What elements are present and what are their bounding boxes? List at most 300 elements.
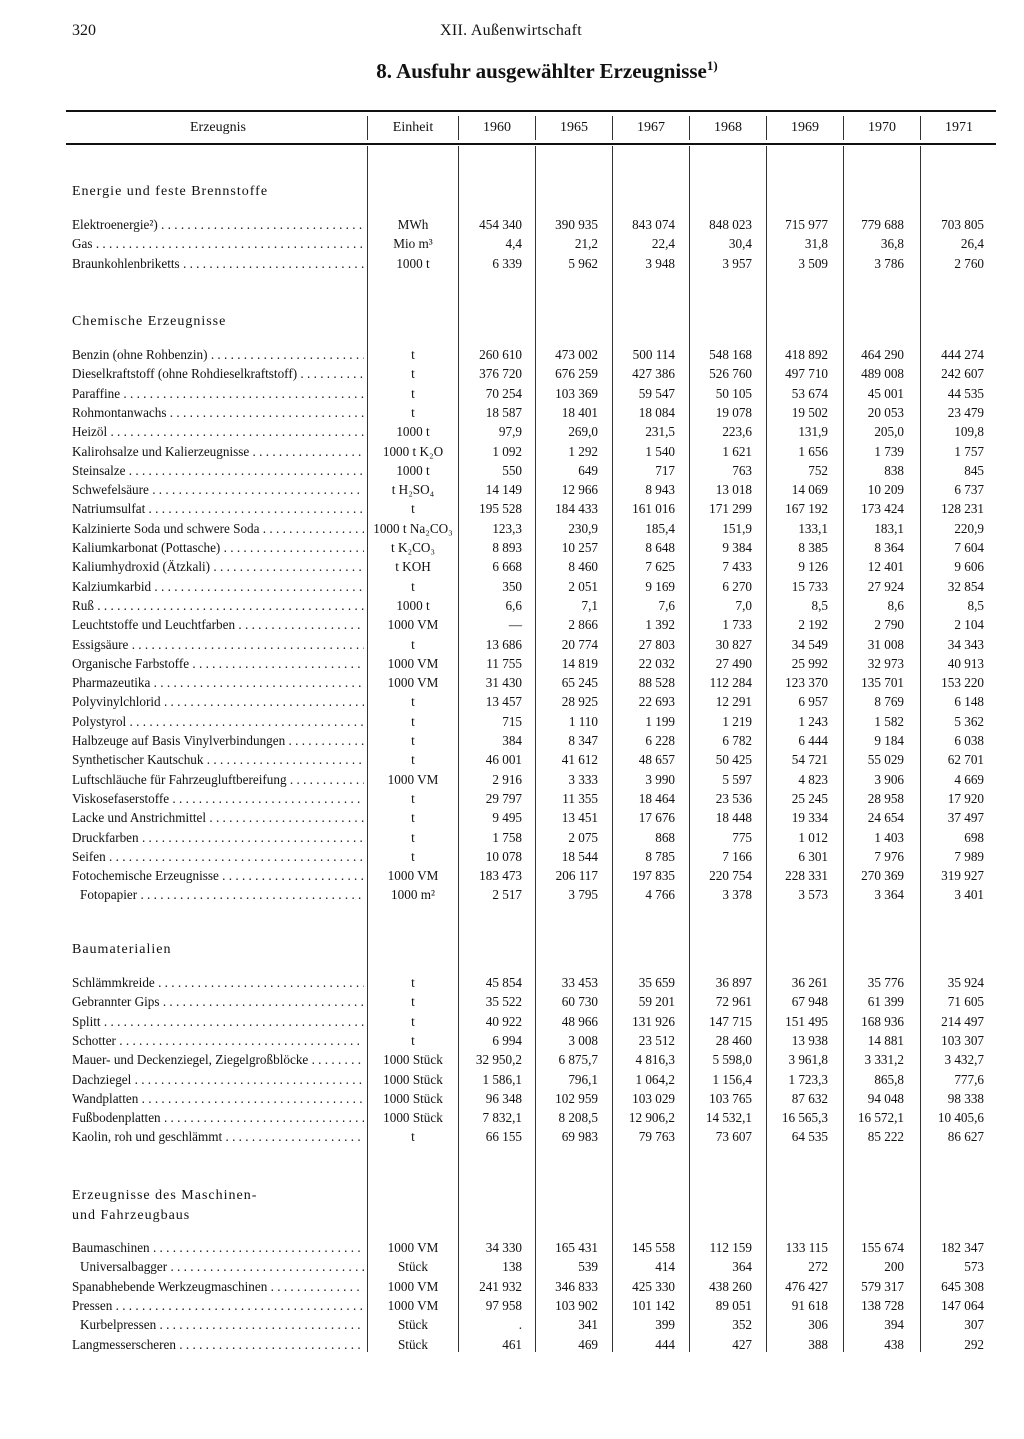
row-value: 489 008 [861, 366, 904, 382]
row-value: 50 425 [715, 752, 752, 768]
row-label: Splitt . . . [72, 1014, 364, 1030]
row-value: 71 605 [947, 994, 984, 1010]
row-label: Synthetischer Kautschuk . . . [72, 752, 364, 768]
table-row [66, 236, 996, 255]
row-value: 123,3 [492, 520, 522, 536]
row-value: 6 148 [954, 694, 984, 710]
row-value: 4 669 [954, 771, 984, 787]
row-value: 14 532,1 [705, 1110, 752, 1126]
header-year: 1968 [714, 120, 742, 135]
header-divider [612, 116, 613, 140]
row-value: 865,8 [874, 1071, 904, 1087]
row-value: 1 064,2 [635, 1071, 675, 1087]
row-label: Spanabhebende Werkzeugmaschinen . . . [72, 1279, 364, 1295]
table-row [66, 733, 996, 752]
row-value: 79 763 [638, 1129, 675, 1145]
table-row [66, 1033, 996, 1052]
row-value: 469 [578, 1336, 598, 1352]
table-row [66, 1259, 996, 1278]
row-value: 438 260 [709, 1278, 752, 1294]
row-value: 346 833 [555, 1278, 598, 1294]
row-value: 220 754 [709, 868, 752, 884]
row-label: Natriumsulfat . . . [72, 501, 364, 517]
row-value: 103 765 [709, 1090, 752, 1106]
row-value: 2 051 [568, 578, 598, 594]
header-divider [535, 116, 536, 140]
page-number: 320 [72, 22, 96, 39]
header-year: 1965 [560, 120, 588, 135]
row-value: 103 307 [941, 1032, 984, 1048]
row-value: 13 938 [791, 1032, 828, 1048]
row-value: 3 401 [954, 887, 984, 903]
row-label: Polyvinylchlorid . . . [72, 694, 364, 710]
row-unit: t [411, 829, 415, 845]
row-value: 131 926 [632, 1013, 675, 1029]
table-title-text: 8. Ausfuhr ausgewählter Erzeugnisse [376, 59, 707, 83]
row-value: 37 497 [947, 810, 984, 826]
row-value: 848 023 [709, 217, 752, 232]
row-value: 87 632 [791, 1090, 828, 1106]
row-value: 19 502 [791, 404, 828, 420]
row-value: 91 618 [791, 1297, 828, 1313]
row-value: 18 464 [638, 790, 675, 806]
row-value: 30 827 [715, 636, 752, 652]
row-value: 123 370 [785, 675, 828, 691]
row-value: 19 334 [791, 810, 828, 826]
row-value: 138 728 [861, 1297, 904, 1313]
header-year: 1967 [637, 120, 665, 135]
row-value: 497 710 [785, 366, 828, 382]
row-value: 10 257 [561, 540, 598, 555]
row-value: 112 284 [709, 675, 752, 691]
row-value: 6 228 [645, 733, 675, 748]
row-value: 3 957 [722, 255, 752, 271]
row-value: 112 159 [709, 1240, 752, 1255]
row-unit: t [411, 636, 415, 652]
row-value: 195 528 [479, 501, 522, 517]
row-label: Kurbelpressen . . . [80, 1317, 364, 1333]
table-row [66, 386, 996, 405]
row-unit: 1000 Stück [383, 1052, 443, 1068]
row-value: 384 [502, 733, 522, 748]
row-value: 23 536 [715, 790, 752, 806]
row-unit: 1000 VM [387, 1278, 439, 1294]
row-label: Pressen . . . [72, 1298, 364, 1314]
top-rule [66, 110, 996, 112]
row-value: 135 701 [861, 675, 904, 691]
row-label: Fußbodenplatten . . . [72, 1110, 364, 1126]
row-value: 12 966 [561, 482, 598, 498]
row-unit: t [411, 501, 415, 517]
row-value: 775 [732, 829, 752, 845]
row-unit: t [411, 404, 415, 420]
table-row [66, 1298, 996, 1317]
row-unit: 1000 Stück [383, 1110, 443, 1126]
row-value: 22,4 [651, 236, 675, 252]
row-value: 7 976 [874, 848, 904, 864]
row-value: 9 384 [722, 540, 752, 555]
row-value: 69 983 [561, 1129, 598, 1145]
row-value: 3 906 [874, 771, 904, 787]
row-label: Fotochemische Erzeugnisse . . . [72, 868, 364, 884]
row-value: 272 [808, 1259, 828, 1275]
row-value: 161 016 [632, 501, 675, 517]
row-value: 7 989 [954, 848, 984, 864]
table-row [66, 637, 996, 656]
section-title: Erzeugnisse des Maschinen- und Fahrzeugbaus [72, 1188, 258, 1223]
row-unit: t [411, 347, 415, 362]
row-value: 12 401 [867, 559, 904, 575]
row-value: 9 126 [798, 559, 828, 575]
row-unit: t [411, 366, 415, 382]
row-value: 32 854 [947, 578, 984, 594]
row-value: 8 648 [645, 540, 675, 555]
row-value: 184 433 [555, 501, 598, 517]
row-label: Kalirohsalze und Kalierzeugnisse . . . [72, 444, 364, 460]
row-value: 5 598,0 [712, 1052, 752, 1068]
row-value: 22 032 [638, 655, 675, 671]
row-value: 28 958 [867, 790, 904, 806]
row-value: 62 701 [947, 752, 984, 768]
row-value: 418 892 [785, 347, 828, 362]
row-value: 796,1 [568, 1071, 598, 1087]
row-value: 138 [502, 1259, 522, 1275]
row-value: 8 364 [874, 540, 904, 555]
row-value: — [508, 617, 522, 633]
row-value: 40 913 [947, 655, 984, 671]
row-unit: 1000 m² [391, 887, 435, 903]
table-row [66, 366, 996, 385]
row-value: 7 625 [645, 559, 675, 575]
row-label: Polystyrol . . . [72, 714, 364, 730]
row-value: 8 785 [645, 848, 675, 864]
row-label: Elektroenergie²) . . . [72, 217, 364, 233]
row-value: 6 301 [798, 848, 828, 864]
row-label: Kaliumkarbonat (Pottasche) . . . [72, 540, 364, 556]
table-row [66, 217, 996, 236]
row-value: 388 [808, 1336, 828, 1352]
row-value: 573 [964, 1259, 984, 1275]
row-label: Essigsäure . . . [72, 637, 364, 653]
row-value: 715 977 [785, 217, 828, 232]
row-value: 12 291 [715, 694, 752, 710]
row-unit: t [411, 713, 415, 729]
row-value: 1 199 [645, 713, 675, 729]
table-row [66, 694, 996, 713]
row-value: 13 018 [715, 482, 752, 498]
row-value: 8 769 [874, 694, 904, 710]
row-unit: Mio m³ [393, 236, 433, 252]
row-value: 197 835 [632, 868, 675, 884]
row-value: 24 654 [867, 810, 904, 826]
row-label: Dieselkraftstoff (ohne Rohdieselkraftstoff) . . . [72, 366, 364, 382]
row-value: 153 220 [941, 675, 984, 691]
table-row [66, 1110, 996, 1129]
row-value: 18 084 [638, 404, 675, 420]
row-value: 269,0 [568, 424, 598, 440]
row-value: 1 757 [954, 443, 984, 459]
row-value: 6 994 [492, 1032, 522, 1048]
row-value: 6 668 [492, 559, 522, 575]
row-value: 85 222 [867, 1129, 904, 1145]
row-value: 550 [502, 462, 522, 478]
row-value: 461 [502, 1336, 522, 1352]
row-unit: 1000 t Na₂CO₃ [373, 520, 453, 536]
row-value: 17 920 [947, 790, 984, 806]
table-row [66, 482, 996, 501]
table-row [66, 1014, 996, 1033]
row-label: Schlämmkreide . . . [72, 975, 364, 991]
row-unit: 1000 t [396, 597, 430, 613]
row-value: 13 451 [561, 810, 598, 826]
row-value: 9 495 [492, 810, 522, 826]
row-label: Lacke und Anstrichmittel . . . [72, 810, 364, 826]
header-year: 1971 [945, 120, 973, 135]
row-unit: t [411, 1013, 415, 1029]
row-label: Schotter . . . [72, 1033, 364, 1049]
row-value: 40 922 [485, 1013, 522, 1029]
row-value: 21,2 [574, 236, 598, 252]
row-value: 88 528 [638, 675, 675, 691]
row-value: 171 299 [709, 501, 752, 517]
row-value: 698 [964, 829, 984, 845]
row-value: 155 674 [861, 1240, 904, 1255]
row-label: Luftschläuche für Fahrzeugluftbereifung . . . [72, 772, 364, 788]
row-value: 31 008 [867, 636, 904, 652]
row-value: 26,4 [960, 236, 984, 252]
header-year: 1970 [868, 120, 896, 135]
row-value: 2 192 [798, 617, 828, 633]
row-value: 8,5 [811, 597, 828, 613]
table-row [66, 887, 996, 906]
row-label: Kaliumhydroxid (Ätzkali) . . . [72, 559, 364, 575]
table-title [0, 58, 1024, 84]
table-row [66, 791, 996, 810]
row-value: 2 104 [954, 617, 984, 633]
row-unit: 1000 VM [387, 675, 439, 691]
row-value: 454 340 [479, 217, 522, 232]
table-row [66, 617, 996, 636]
row-value: 45 854 [485, 975, 522, 990]
header-divider [689, 116, 690, 140]
row-value: 32 950,2 [475, 1052, 522, 1068]
row-value: 3 990 [645, 771, 675, 787]
row-value: 3 432,7 [944, 1052, 984, 1068]
row-value: 715 [502, 713, 522, 729]
row-value: 183 473 [479, 868, 522, 884]
row-label: Halbzeuge auf Basis Vinylverbindungen . . . [72, 733, 364, 749]
row-value: 168 936 [861, 1013, 904, 1029]
row-value: 6 957 [798, 694, 828, 710]
row-label: Kalzinierte Soda und schwere Soda . . . [72, 521, 364, 537]
row-value: 20 053 [867, 404, 904, 420]
row-value: 31,8 [804, 236, 828, 252]
row-label: Paraffine . . . [72, 386, 364, 402]
row-value: 151,9 [722, 520, 752, 536]
row-value: 29 797 [485, 790, 522, 806]
row-value: 97,9 [498, 424, 522, 440]
row-value: 8 893 [492, 540, 522, 555]
row-value: 3 795 [568, 887, 598, 903]
row-value: 133,1 [798, 520, 828, 536]
row-value: 33 453 [561, 975, 598, 990]
row-label: Dachziegel . . . [72, 1072, 364, 1088]
row-value: 3 573 [798, 887, 828, 903]
row-unit: Stück [397, 1317, 429, 1333]
row-value: 133 115 [785, 1240, 828, 1255]
row-value: 205,0 [874, 424, 904, 440]
row-value: 7,1 [581, 597, 598, 613]
row-value: 703 805 [941, 217, 984, 232]
row-value: 3 948 [645, 255, 675, 271]
row-label: Mauer- und Deckenziegel, Ziegelgroßblöcke . . . [72, 1052, 364, 1068]
row-value: 763 [732, 462, 752, 478]
row-value: 717 [655, 462, 675, 478]
row-value: 8 208,5 [558, 1110, 598, 1126]
row-value: 131,9 [798, 424, 828, 440]
row-value: 1 540 [645, 443, 675, 459]
row-value: 8 943 [645, 482, 675, 498]
row-label: Fotopapier . . . [80, 887, 364, 903]
row-value: 9 184 [874, 733, 904, 748]
row-unit: 1000 t K₂O [382, 443, 444, 459]
row-value: 55 029 [867, 752, 904, 768]
row-value: 10 405,6 [937, 1110, 984, 1126]
row-value: 223,6 [722, 424, 752, 440]
row-value: 4 823 [798, 771, 828, 787]
header-einheit: Einheit [392, 120, 434, 135]
row-value: 18 544 [561, 848, 598, 864]
table-row [66, 810, 996, 829]
row-value: 3 364 [874, 887, 904, 903]
row-value: 46 001 [485, 752, 522, 768]
row-value: 10 209 [867, 482, 904, 498]
row-value: 165 431 [555, 1240, 598, 1255]
table-row [66, 347, 996, 366]
row-value: 7 604 [954, 540, 984, 555]
row-value: 98 338 [947, 1090, 984, 1106]
row-label: Organische Farbstoffe . . . [72, 656, 364, 672]
row-value: 548 168 [709, 347, 752, 362]
row-value: 45 001 [867, 385, 904, 401]
row-value: 1 733 [722, 617, 752, 633]
header-year: 1969 [791, 120, 819, 135]
header-divider [766, 116, 767, 140]
row-value: 1 092 [492, 443, 522, 459]
row-value: 183,1 [874, 520, 904, 536]
row-value: 231,5 [645, 424, 675, 440]
row-value: 539 [578, 1259, 598, 1275]
row-value: 4 816,3 [635, 1052, 675, 1068]
row-value: 1 723,3 [788, 1071, 828, 1087]
header-divider [458, 116, 459, 140]
header-year: 1960 [483, 120, 511, 135]
table-row [66, 405, 996, 424]
row-value: 15 733 [791, 578, 828, 594]
row-value: 50 105 [715, 385, 752, 401]
row-value: 1 219 [722, 713, 752, 729]
row-unit: 1000 VM [387, 617, 439, 633]
row-value: . [518, 1317, 522, 1333]
row-value: 48 657 [638, 752, 675, 768]
row-value: 394 [884, 1317, 904, 1333]
row-value: 2 760 [954, 255, 984, 271]
row-value: 23 479 [947, 404, 984, 420]
row-unit: t [411, 994, 415, 1010]
row-value: 270 369 [861, 868, 904, 884]
row-value: 11 755 [486, 655, 522, 671]
row-value: 109,8 [954, 424, 984, 440]
row-value: 3 509 [798, 255, 828, 271]
row-value: 214 497 [941, 1013, 984, 1029]
row-value: 35 776 [867, 975, 904, 990]
row-value: 59 201 [638, 994, 675, 1010]
row-value: 206 117 [555, 868, 598, 884]
row-value: 28 925 [561, 694, 598, 710]
row-unit: 1000 t [396, 462, 430, 478]
row-value: 838 [884, 462, 904, 478]
row-value: 14 149 [485, 482, 522, 498]
row-value: 444 274 [941, 347, 984, 362]
row-value: 1 403 [874, 829, 904, 845]
section-title: Baumaterialien [72, 942, 172, 957]
table-row [66, 501, 996, 520]
row-value: 35 924 [947, 975, 984, 990]
table-row [66, 1072, 996, 1091]
row-value: 12 906,2 [628, 1110, 675, 1126]
row-value: 438 [884, 1336, 904, 1352]
row-value: 36,8 [880, 236, 904, 252]
row-label: Langmesserscheren . . . [72, 1337, 364, 1353]
row-value: 6 339 [492, 255, 522, 271]
row-value: 185,4 [645, 520, 675, 536]
row-value: 13 686 [485, 636, 522, 652]
row-value: 18 448 [715, 810, 752, 826]
row-value: 151 495 [785, 1013, 828, 1029]
row-value: 86 627 [947, 1129, 984, 1145]
row-value: 53 674 [791, 385, 828, 401]
row-value: 6 444 [798, 733, 828, 748]
row-value: 1 758 [492, 829, 522, 845]
row-value: 6,6 [505, 597, 522, 613]
table-row [66, 656, 996, 675]
row-value: 444 [655, 1336, 675, 1352]
row-label: Druckfarben . . . [72, 830, 364, 846]
row-value: 292 [964, 1336, 984, 1352]
row-unit: t [411, 733, 415, 748]
row-value: 1 012 [798, 829, 828, 845]
row-value: 96 348 [485, 1090, 522, 1106]
row-label: Rohmontanwachs . . . [72, 405, 364, 421]
row-value: 9 606 [954, 559, 984, 575]
row-value: 649 [578, 462, 598, 478]
row-value: 34 330 [485, 1240, 522, 1255]
row-unit: t KOH [395, 559, 431, 575]
table-row [66, 772, 996, 791]
row-label: Braunkohlenbriketts . . . [72, 256, 364, 272]
row-value: 228 331 [785, 868, 828, 884]
row-value: 3 786 [874, 255, 904, 271]
row-value: 500 114 [632, 347, 675, 362]
row-value: 34 549 [791, 636, 828, 652]
row-value: 35 522 [485, 994, 522, 1010]
row-value: 645 308 [941, 1278, 984, 1294]
row-value: 66 155 [485, 1129, 522, 1145]
row-value: 145 558 [632, 1240, 675, 1255]
row-value: 845 [964, 462, 984, 478]
row-value: 579 317 [861, 1278, 904, 1294]
row-value: 13 457 [485, 694, 522, 710]
